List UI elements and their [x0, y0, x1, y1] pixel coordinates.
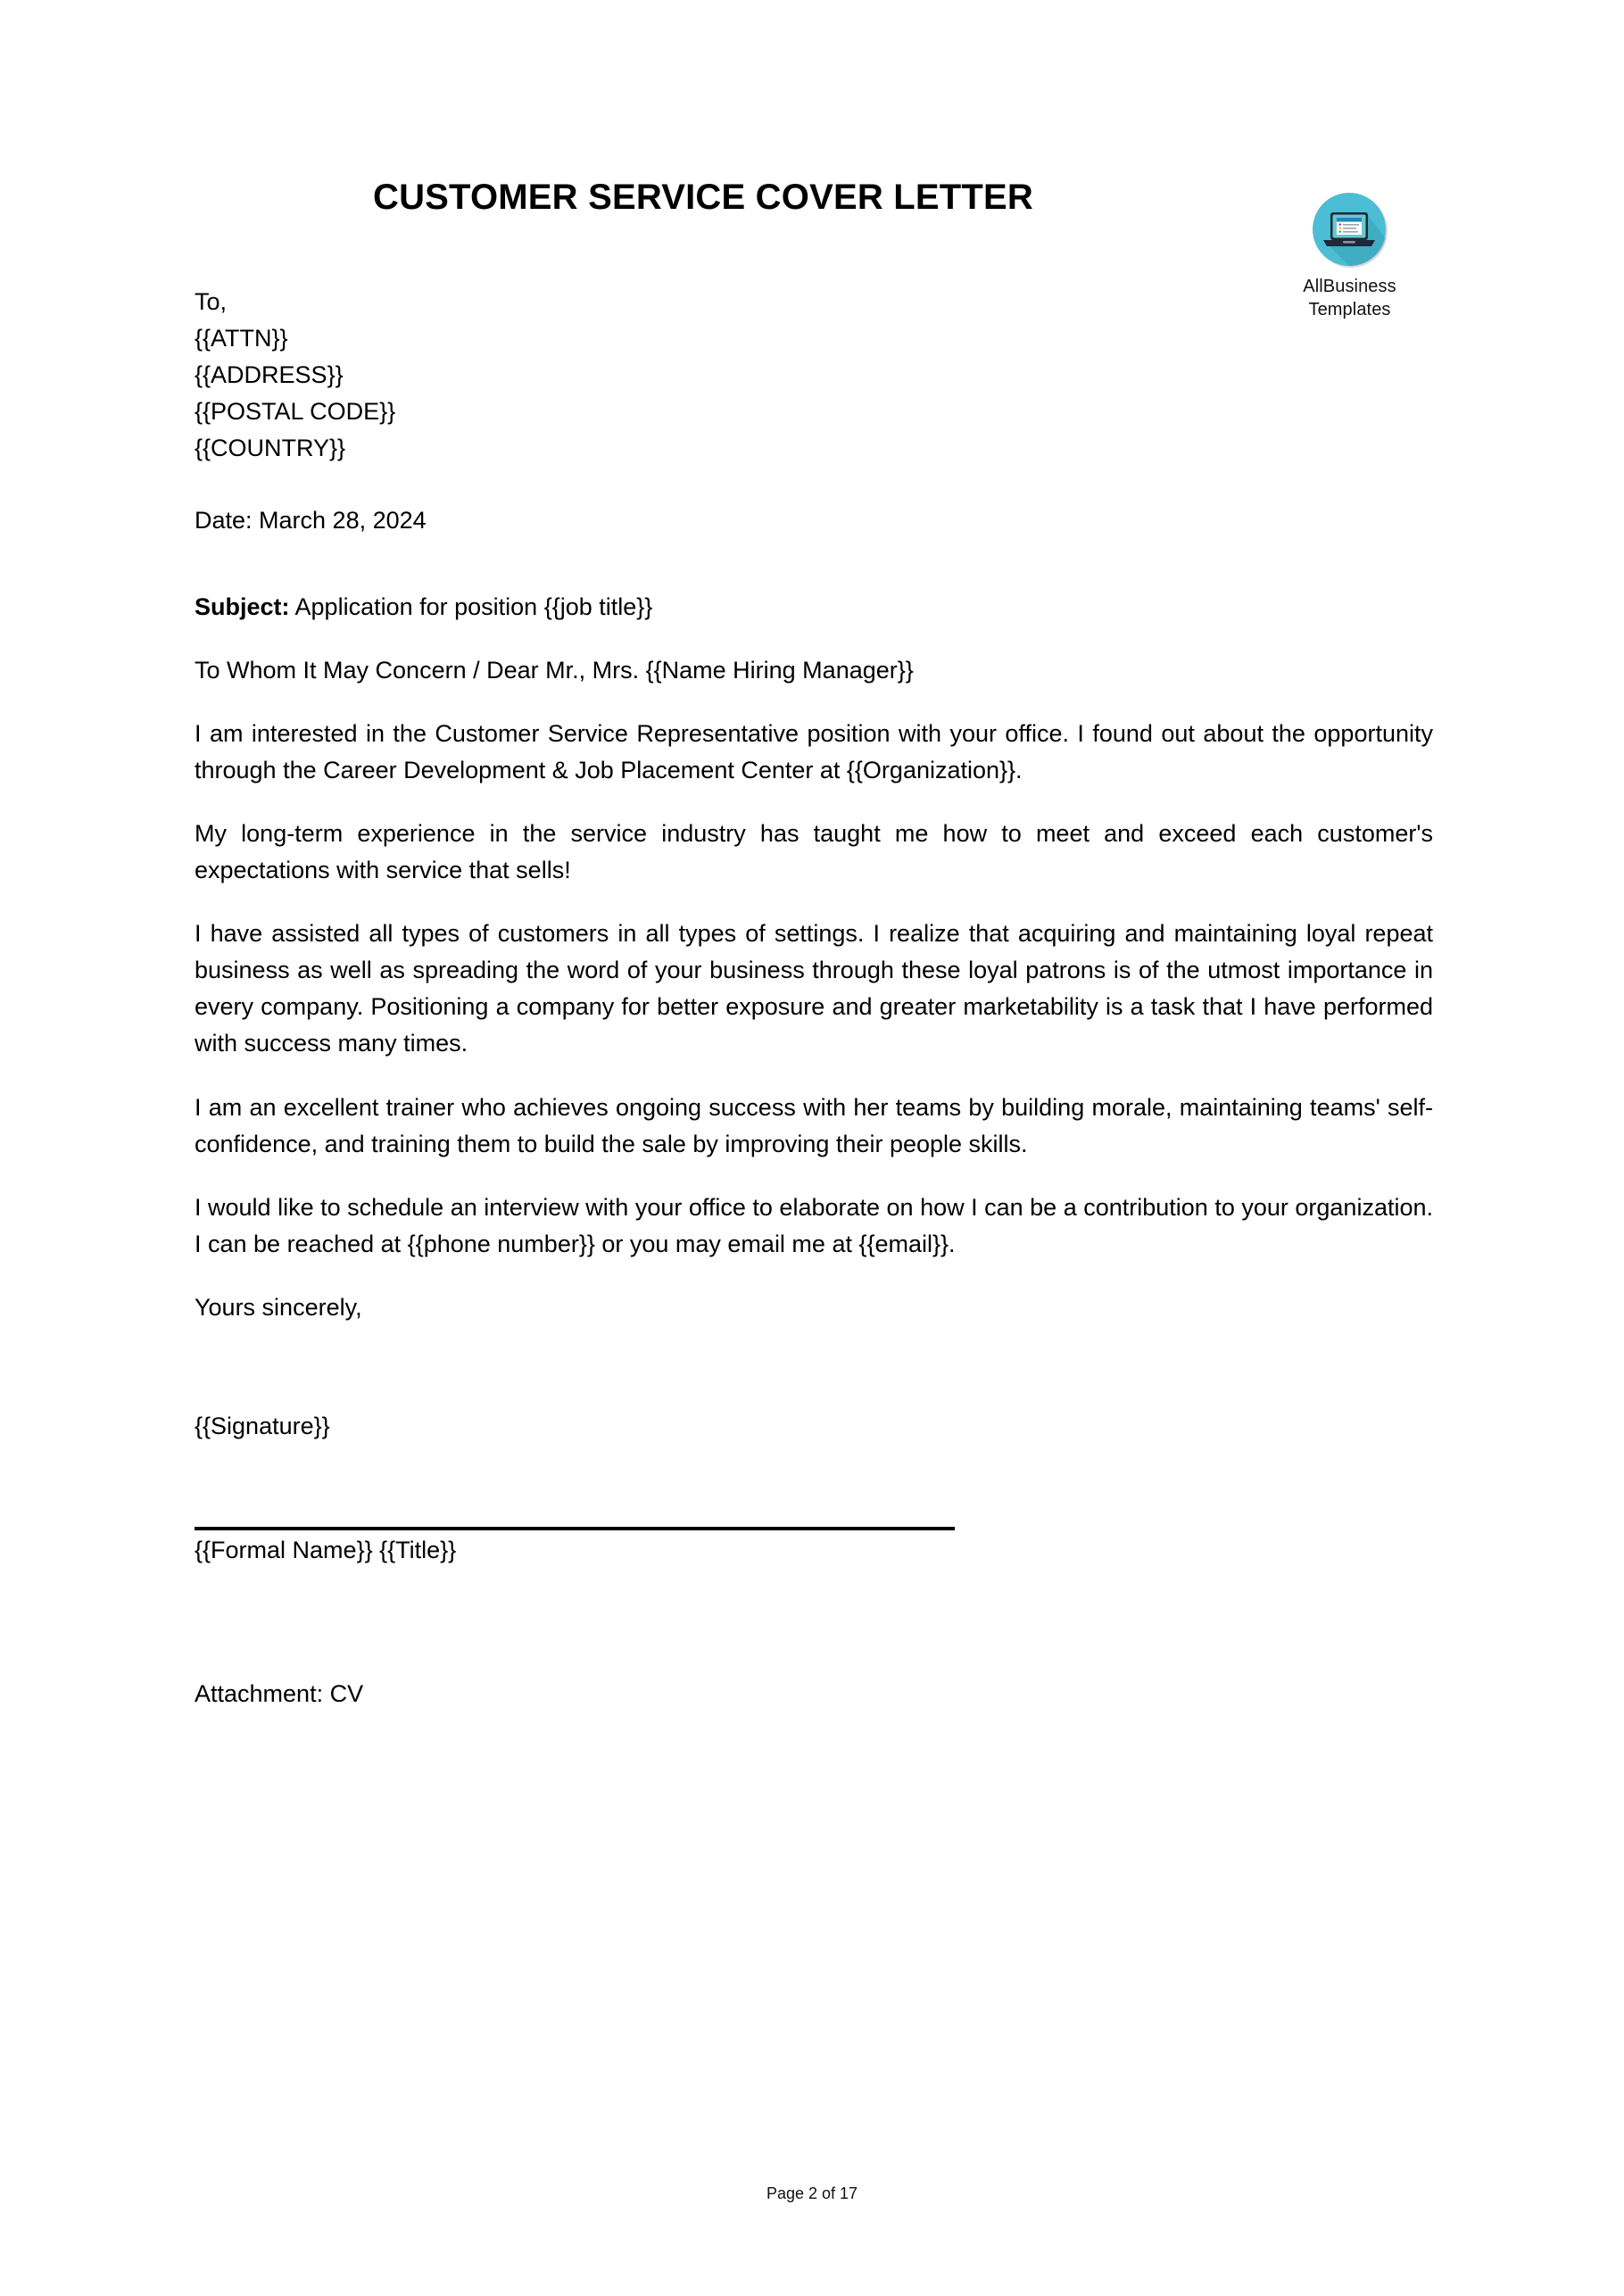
recipient-attn: {{ATTN}} [195, 325, 288, 352]
letter-subject [195, 589, 1433, 626]
spacer [195, 539, 1433, 589]
signature-placeholder: {{Signature}} [195, 1412, 330, 1439]
spacer [195, 1263, 1433, 1289]
spacer [195, 626, 1433, 652]
page-title: CUSTOMER SERVICE COVER LETTER [373, 178, 1033, 217]
spacer [195, 1326, 1433, 1408]
letter-paragraph: My long-term experience in the service industry has taught me how to meet and exceed each customer's expectations with service that sells! [195, 820, 1433, 884]
letter-paragraph: I have assisted all types of customers in all types of settings. I realize that acquiring and maintaining loyal repeat business as well as spreading the word of your business through these loyal patrons is of the utmost importance in every company. Positioning a company for better exposure and greater marketability is a task that I have performed with success many times. [195, 920, 1433, 1057]
laptop-circle-icon [1309, 189, 1391, 271]
letter-closing: Yours sincerely, [195, 1293, 362, 1321]
brand-name-line-1: AllBusiness [1303, 277, 1396, 296]
spacer [195, 1063, 1433, 1090]
spacer [195, 467, 1433, 502]
spacer [195, 1163, 1433, 1189]
letter-salutation: To Whom It May Concern / Dear Mr., Mrs. {{Name Hiring Manager}} [195, 657, 914, 684]
brand-name-line-2: Templates [1308, 299, 1391, 319]
recipient-address: {{ADDRESS}} [195, 361, 344, 389]
subject-label: Subject: [195, 593, 290, 621]
letter-body [195, 284, 1433, 1712]
spacer [195, 689, 1433, 716]
page-footer [0, 2184, 1624, 2203]
recipient-country: {{COUNTRY}} [195, 435, 346, 462]
letter-paragraph: I would like to schedule an interview with your office to elaborate on how I can be a contribution to your organization. I can be reached at {{phone number}} or you may email me at {{email}}. [195, 1193, 1433, 1257]
recipient-to-label: To, [195, 288, 228, 315]
subject-text: Application for position {{job title}} [289, 593, 653, 621]
attachment-note: Attachment: CV [195, 1679, 364, 1707]
letter-paragraph: I am interested in the Customer Service Representative position with your office. I found out about the opportunity through the Career Development & Job Placement Center at {{Organization}}. [195, 720, 1433, 784]
signature-name-title: {{Formal Name}} {{Title}} [195, 1536, 457, 1563]
spacer [195, 889, 1433, 916]
recipient-postal-code: {{POSTAL CODE}} [195, 398, 396, 426]
spacer [195, 1445, 1433, 1527]
letter-paragraph: I am an excellent trainer who achieves ongoing success with her teams by building morale, maintaining teams' self-confidence, and training them to build the sale by improving their people skills. [195, 1093, 1433, 1157]
page-number-label: Page 2 of 17 [766, 2184, 858, 2202]
spacer [195, 789, 1433, 816]
recipient-address-block [195, 284, 1433, 467]
spacer [195, 1569, 1433, 1676]
signature-rule [195, 1527, 955, 1530]
letter-date: Date: March 28, 2024 [195, 507, 427, 535]
